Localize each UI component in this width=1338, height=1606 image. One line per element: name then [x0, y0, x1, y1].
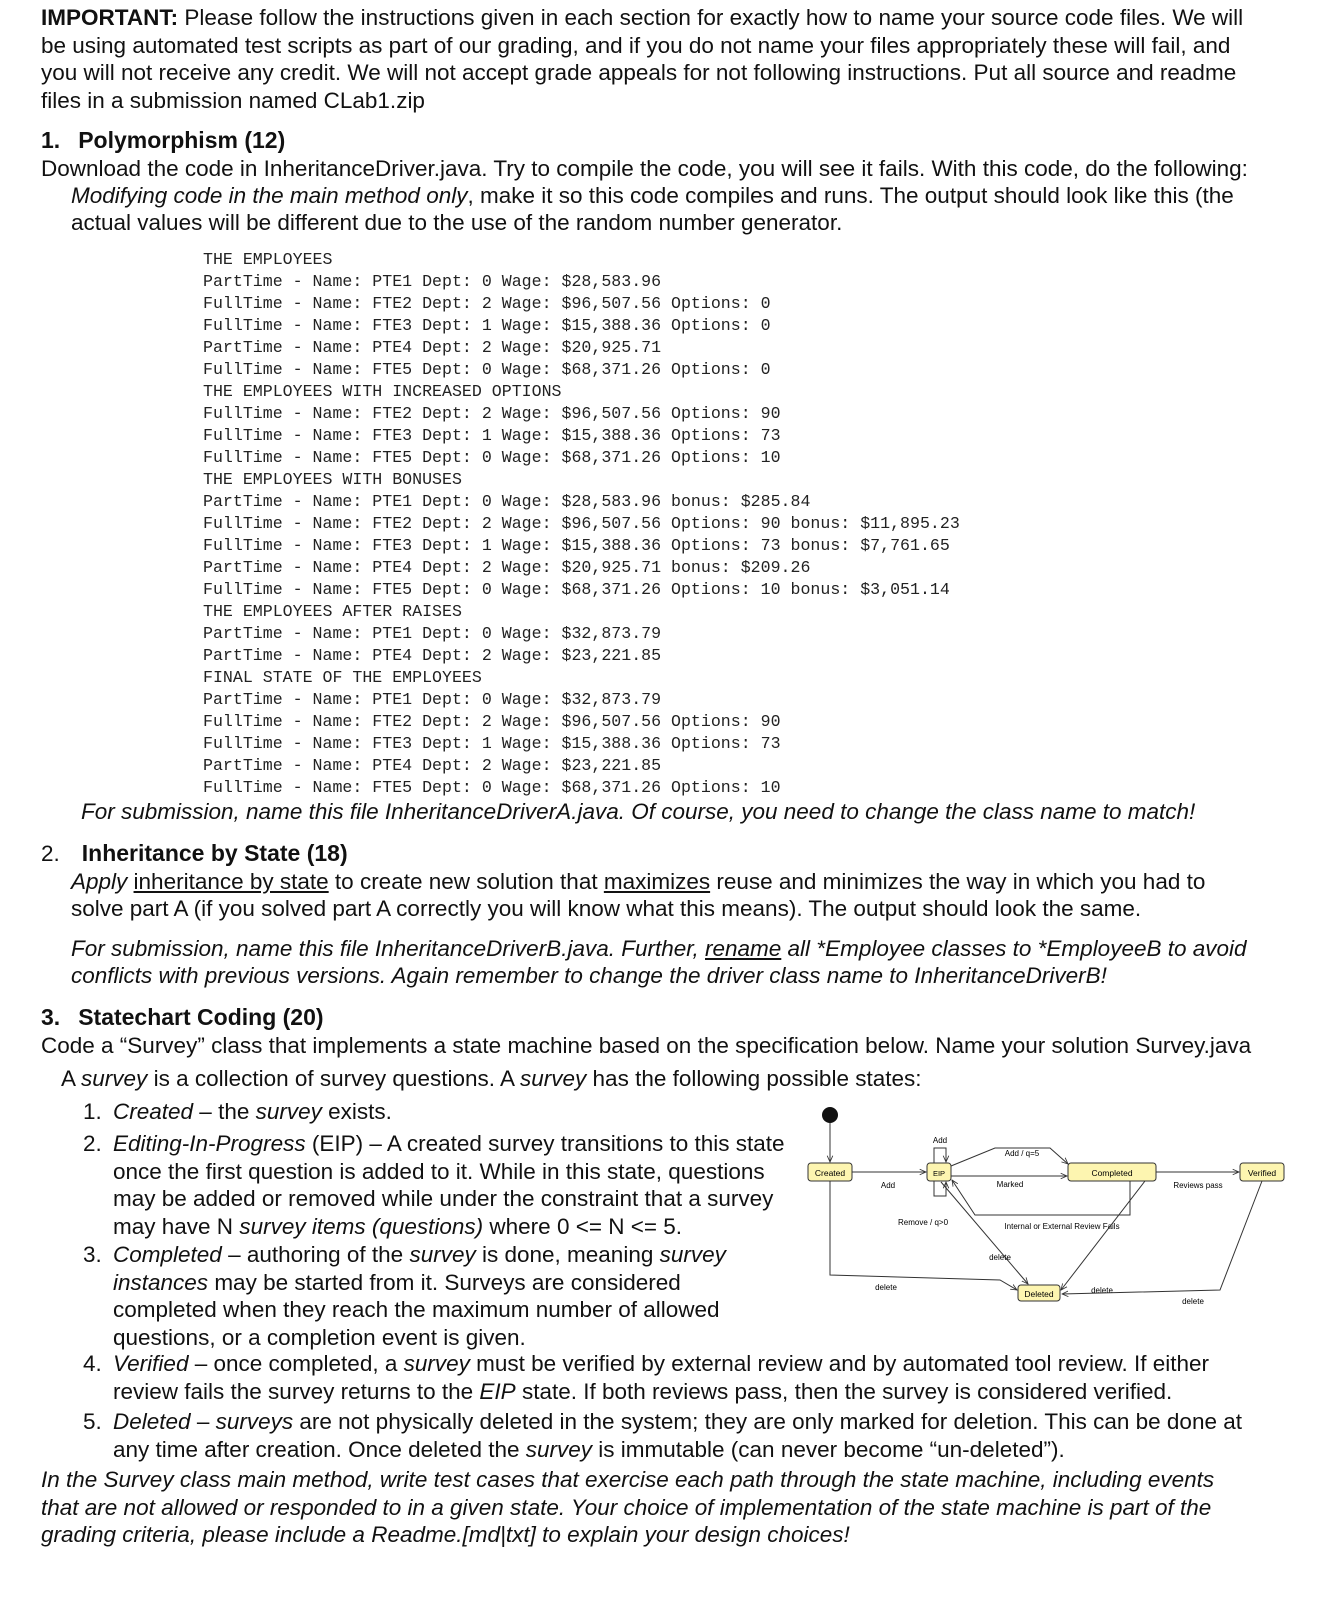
- text: is immutable (can never become “un-deleted”).: [592, 1436, 1065, 1462]
- transition-label: Add: [932, 1136, 948, 1145]
- list-item-completed: [113, 1241, 726, 1351]
- list-number: 3.: [83, 1242, 102, 1267]
- state-name: Editing-In-Progress: [113, 1131, 306, 1156]
- state-completed-label: Completed: [1091, 1168, 1133, 1178]
- transition-label: Add: [880, 1181, 896, 1190]
- submission-note-b: [71, 935, 1247, 963]
- list-number: 5.: [83, 1409, 102, 1434]
- text: once the first question is added to it. While in this state, questions: [113, 1158, 765, 1184]
- text: may have N: [113, 1213, 240, 1239]
- text: A: [61, 1066, 82, 1091]
- list-item-created: [113, 1098, 392, 1126]
- text: are not physically deleted in the system; they are only marked for deletion. This can be done at: [293, 1409, 1242, 1434]
- transition-label: Remove / q>0: [897, 1218, 949, 1227]
- output-line: FullTime - Name: FTE3 Dept: 1 Wage: $15,388.36 Options: 73: [203, 426, 781, 445]
- output-line: PartTime - Name: PTE4 Dept: 2 Wage: $20,925.71: [203, 338, 662, 357]
- text: In the Survey class main method, write test cases that exercise each path through the state machine, including events: [41, 1467, 1215, 1492]
- text: – authoring of the: [221, 1242, 410, 1267]
- output-line: THE EMPLOYEES WITH INCREASED OPTIONS: [203, 382, 562, 401]
- text: may be started from it. Surveys are considered: [208, 1269, 681, 1295]
- section-2-line: [71, 868, 1205, 896]
- notice-line: you will not receive any credit. We will not accept grade appeals for not following instructions. Put all source and readme: [41, 60, 1237, 85]
- text: – the: [193, 1099, 256, 1124]
- important-notice: [41, 4, 1321, 114]
- output-line: PartTime - Name: PTE1 Dept: 0 Wage: $28,583.96 bonus: $285.84: [203, 492, 811, 511]
- emphasis: survey: [525, 1436, 593, 1462]
- emphasis: Modifying code in the main method only: [71, 183, 468, 208]
- text: is a collection of survey questions. A: [147, 1066, 521, 1091]
- initial-state-node: [822, 1107, 838, 1123]
- emphasis: survey: [409, 1242, 476, 1267]
- output-line: PartTime - Name: PTE1 Dept: 0 Wage: $32,873.79: [203, 690, 662, 709]
- state-created-label: Created: [814, 1168, 846, 1178]
- section-1-line: actual values will be different due to the use of the random number generator.: [71, 210, 843, 235]
- text: , make it so this code compiles and runs. The output should look like this (the: [467, 183, 1234, 208]
- output-line: FullTime - Name: FTE5 Dept: 0 Wage: $68,371.26 Options: 10: [203, 448, 781, 467]
- section-number: 3.: [41, 1004, 61, 1030]
- output-line: PartTime - Name: PTE1 Dept: 0 Wage: $28,583.96: [203, 272, 662, 291]
- underlined-term: maximizes: [603, 869, 711, 894]
- output-line: PartTime - Name: PTE1 Dept: 0 Wage: $32,873.79: [203, 624, 662, 643]
- notice-line: files in a submission named CLab1.zip: [41, 87, 425, 113]
- transition-label: Reviews pass: [1173, 1181, 1223, 1190]
- output-line: FINAL STATE OF THE EMPLOYEES: [203, 668, 482, 687]
- list-item-eip: [113, 1130, 785, 1240]
- submission-note-b: conflicts with previous versions. Again remember to change the driver class name to InheritanceDriverB!: [71, 963, 1107, 988]
- output-line: FullTime - Name: FTE2 Dept: 2 Wage: $96,507.56 Options: 90: [203, 712, 781, 731]
- survey-state-diagram: [800, 1100, 1290, 1320]
- section-1-line: Download the code in InheritanceDriver.java. Try to compile the code, you will see it fails. With this code, do the following:: [41, 156, 1248, 181]
- text: Apply: [71, 869, 134, 894]
- text: state. If both reviews pass, then the survey is considered verified.: [515, 1378, 1173, 1404]
- section-1-line: [71, 182, 1234, 210]
- output-line: FullTime - Name: FTE3 Dept: 1 Wage: $15,388.36 Options: 73: [203, 734, 781, 753]
- section-2-line: solve part A (if you solved part A correctly you will know what this means). The output should look the same.: [71, 896, 1142, 921]
- emphasis: instances: [113, 1269, 209, 1295]
- section-1-heading: [41, 127, 285, 155]
- text: review fails the survey returns to the: [113, 1378, 480, 1404]
- transition-created-deleted: [830, 1181, 1017, 1290]
- section-3-heading: [41, 1004, 324, 1032]
- output-line: FullTime - Name: FTE5 Dept: 0 Wage: $68,371.26 Options: 0: [203, 360, 771, 379]
- list-item-verified: [113, 1350, 1209, 1405]
- text: any time after creation. Once deleted the: [113, 1436, 526, 1462]
- transition-eip-add-loop: [934, 1148, 946, 1163]
- output-line: THE EMPLOYEES WITH BONUSES: [203, 470, 462, 489]
- text: –: [190, 1409, 216, 1434]
- state-name: Verified: [113, 1351, 189, 1376]
- output-line: FullTime - Name: FTE3 Dept: 1 Wage: $15,388.36 Options: 73 bonus: $7,761.65: [203, 536, 950, 555]
- emphasis: survey: [520, 1066, 587, 1091]
- state-eip-label: EIP: [932, 1169, 946, 1178]
- text: reuse and minimizes the way in which you had to: [710, 869, 1206, 894]
- transition-label: delete: [989, 1253, 1011, 1262]
- output-line: FullTime - Name: FTE3 Dept: 1 Wage: $15,388.36 Options: 0: [203, 316, 771, 335]
- section-3-intro: [61, 1065, 922, 1093]
- transition-label: Add / q=5: [1004, 1149, 1040, 1158]
- output-line: FullTime - Name: FTE5 Dept: 0 Wage: $68,371.26 Options: 10 bonus: $3,051.14: [203, 580, 950, 599]
- text: (EIP) – A created survey transitions to this state: [305, 1131, 785, 1156]
- section-title: Polymorphism (12): [78, 127, 286, 153]
- state-deleted-label: Deleted: [1024, 1289, 1054, 1299]
- emphasis: survey items (questions): [239, 1213, 484, 1239]
- text: completed when they reach the maximum number of allowed: [113, 1297, 720, 1322]
- output-line: PartTime - Name: PTE4 Dept: 2 Wage: $23,221.85: [203, 756, 662, 775]
- list-number: 2.: [83, 1131, 102, 1156]
- transition-label: delete: [1182, 1297, 1204, 1306]
- emphasis: survey: [659, 1242, 726, 1267]
- section-title: Inheritance by State (18): [81, 840, 348, 866]
- section-2-heading: [41, 840, 348, 868]
- output-line: FullTime - Name: FTE2 Dept: 2 Wage: $96,507.56 Options: 0: [203, 294, 771, 313]
- notice-line: Please follow the instructions given in each section for exactly how to name your source code files. We will: [178, 5, 1244, 30]
- text: – once completed, a: [188, 1351, 404, 1376]
- state-verified-label: Verified: [1247, 1168, 1277, 1178]
- text: questions, or a completion event is given.: [113, 1324, 526, 1350]
- underlined-term: inheritance by state: [133, 869, 329, 894]
- important-label: IMPORTANT:: [41, 5, 179, 30]
- closing-instructions: [41, 1466, 1214, 1549]
- text: For submission, name this file InheritanceDriverB.java. Further,: [71, 936, 705, 961]
- transition-label: delete: [1091, 1286, 1113, 1295]
- text: grading criteria, please include a Readme.[md|txt] to explain your design choices!: [41, 1522, 850, 1547]
- emphasis: survey: [403, 1351, 470, 1376]
- emphasis: survey: [255, 1099, 322, 1124]
- list-number: 4.: [83, 1351, 102, 1376]
- transition-eip-remove-loop: [934, 1181, 946, 1196]
- transition-label: Internal or External Review Fails: [1004, 1222, 1120, 1231]
- transition-completed-eip-fail: [952, 1180, 1130, 1215]
- transition-label: Marked: [996, 1180, 1024, 1189]
- emphasis: surveys: [215, 1409, 294, 1434]
- output-line: FullTime - Name: FTE2 Dept: 2 Wage: $96,507.56 Options: 90: [203, 404, 781, 423]
- output-line: FullTime - Name: FTE2 Dept: 2 Wage: $96,507.56 Options: 90 bonus: $11,895.23: [203, 514, 960, 533]
- text: must be verified by external review and by automated tool review. If either: [469, 1351, 1210, 1376]
- state-name: Created: [113, 1099, 194, 1124]
- list-item-deleted: [113, 1408, 1242, 1463]
- output-line: FullTime - Name: FTE5 Dept: 0 Wage: $68,371.26 Options: 10: [203, 778, 781, 797]
- output-line: THE EMPLOYEES: [203, 250, 333, 269]
- output-line: PartTime - Name: PTE4 Dept: 2 Wage: $20,925.71 bonus: $209.26: [203, 558, 811, 577]
- text: exists.: [321, 1099, 392, 1124]
- transition-eip-deleted: [941, 1182, 1028, 1284]
- text: that are not allowed or responded to in a given state. Your choice of implementation of the state machine is part of the: [41, 1494, 1212, 1520]
- section-title: Statechart Coding (20): [78, 1004, 324, 1030]
- text: all *Employee classes to *EmployeeB to avoid: [781, 936, 1247, 961]
- state-name: Deleted: [113, 1409, 191, 1434]
- transition-label: delete: [875, 1283, 897, 1292]
- section-number: 1.: [41, 127, 61, 153]
- output-line: PartTime - Name: PTE4 Dept: 2 Wage: $23,221.85: [203, 646, 662, 665]
- submission-note-a: For submission, name this file InheritanceDriverA.java. Of course, you need to change the class name to match!: [81, 799, 1196, 824]
- transition-completed-deleted: [1061, 1181, 1145, 1290]
- emphasis: EIP: [479, 1378, 516, 1404]
- section-number: 2.: [41, 841, 60, 866]
- transition-verified-deleted: [1062, 1181, 1262, 1294]
- program-output: [203, 249, 960, 799]
- text: may be added or removed while under the constraint that a survey: [113, 1186, 774, 1211]
- text: is done, meaning: [475, 1242, 660, 1267]
- text: where 0 <= N <= 5.: [483, 1213, 683, 1239]
- section-3-line: Code a “Survey” class that implements a state machine based on the specification below. Name your solution Survey.java: [41, 1033, 1252, 1058]
- text: to create new solution that: [328, 869, 604, 894]
- underlined-term: rename: [705, 936, 782, 961]
- text: has the following possible states:: [586, 1066, 922, 1091]
- list-number: 1.: [83, 1099, 102, 1124]
- output-line: THE EMPLOYEES AFTER RAISES: [203, 602, 462, 621]
- notice-line: be using automated test scripts as part of our grading, and if you do not name your files appropriately these will fail, and: [41, 32, 1231, 58]
- state-name: Completed: [113, 1242, 222, 1267]
- emphasis: survey: [81, 1066, 148, 1091]
